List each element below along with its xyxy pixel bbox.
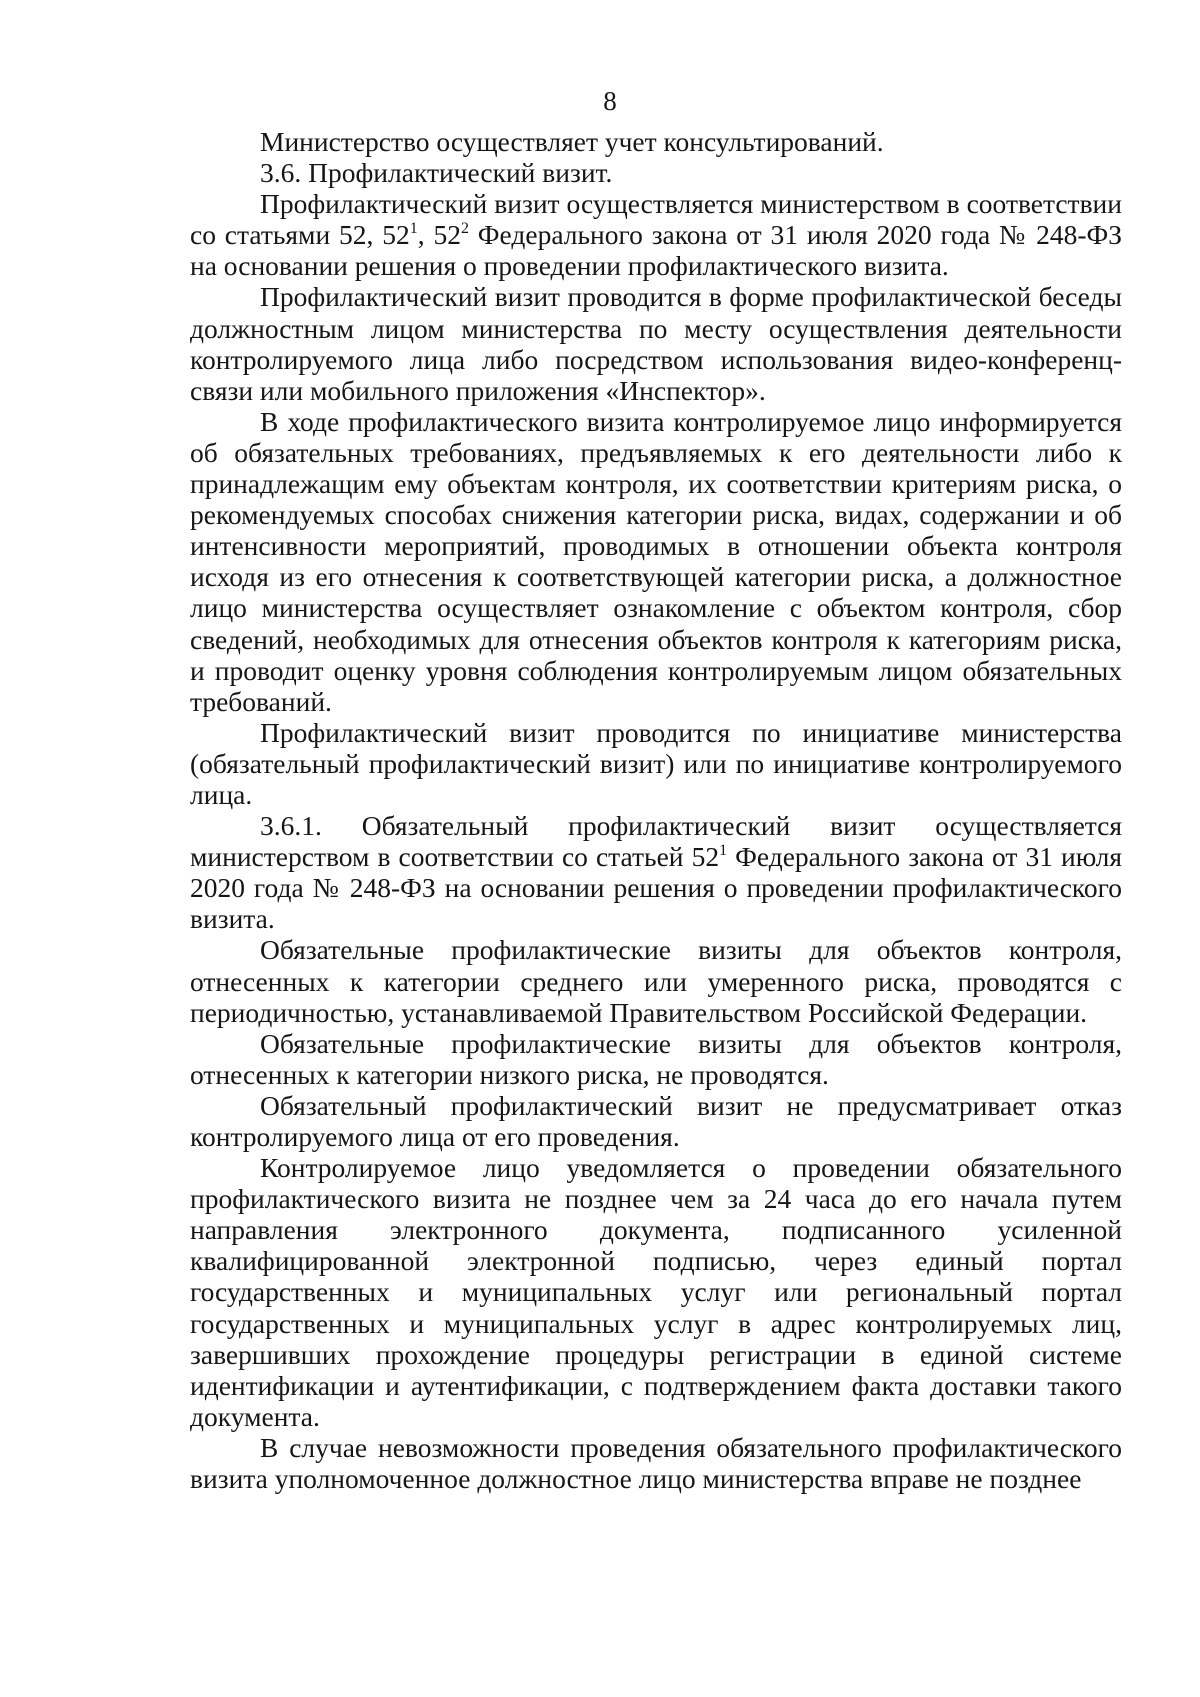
page-number: 8 xyxy=(603,86,617,116)
section-heading: 3.6. Профилактический визит. xyxy=(260,157,613,189)
paragraph: Профилактический визит проводится по инициативе министерства (обязательный профилактический визит) или по инициативе контролируемого лица. xyxy=(190,716,1122,810)
subsection-paragraph: 3.6.1. Обязательный профилактический визит осуществляется министерством в соответствии со статьей $52^1$ Федерального закона от 31 июля 2020 года № 248-ФЗ на основании решения о проведении профилактического визита. xyxy=(190,810,1122,935)
paragraph: Профилактический визит проводится в форме профилактической беседы должностным лицом министерства по месту осуществления деятельности контролируемого лица либо посредством использования видео-конференц-связи или мобильного приложения «Инспектор». xyxy=(190,281,1122,406)
paragraph: Контролируемое лицо уведомляется о проведении обязательного профилактического визита не позднее чем за 24 часа до его начала путем направления электронного документа, подписанного усиленной квалифицированной электронной подписью, через единый портал государственных и муниципальных услуг или региональный портал государственных и муниципальных услуг в адрес контролируемых лиц, завершивших прохождение процедуры регистрации в единой системе идентификации и аутентификации, с подтверждением факта доставки такого документа. xyxy=(190,1152,1122,1432)
paragraph: Профилактический визит осуществляется министерством в соответствии со статьями 52, $52^1$, $52^2$ Федерального закона от 31 июля 2020 года № 248-ФЗ на основании решения о проведении профилактического визита. xyxy=(190,188,1123,282)
document-body xyxy=(190,126,1122,1494)
paragraph: Обязательные профилактические визиты для объектов контроля, отнесенных к категории среднего или умеренного риска, проводятся с периодичностью, устанавливаемой Правительством Российской Федерации. xyxy=(190,934,1122,1028)
paragraph: Министерство осуществляет учет консультирований. xyxy=(260,126,884,157)
paragraph: В ходе профилактического визита контролируемое лицо информируется об обязательных требованиях, предъявляемых к его деятельности либо к принадлежащим ему объектам контроля, их соответствии критериям риска, о рекомендуемых способах снижения категории риска, видах, содержании и об интенсивности мероприятий, проводимых в отношении объекта контроля исходя из его отнесения к соответствующей категории риска, а должностное лицо министерства осуществляет ознакомление с объектом контроля, сбор сведений, необходимых для отнесения объектов контроля к категориям риска, и проводит оценку уровня соблюдения контролируемым лицом обязательных требований. xyxy=(190,405,1122,717)
paragraph: Обязательный профилактический визит не предусматривает отказ контролируемого лица от его проведения. xyxy=(190,1089,1122,1152)
paragraph: В случае невозможности проведения обязательного профилактического визита уполномоченное должностное лицо министерства вправе не позднее xyxy=(190,1431,1122,1495)
paragraph: Обязательные профилактические визиты для объектов контроля, отнесенных к категории низкого риска, не проводятся. xyxy=(190,1027,1122,1090)
